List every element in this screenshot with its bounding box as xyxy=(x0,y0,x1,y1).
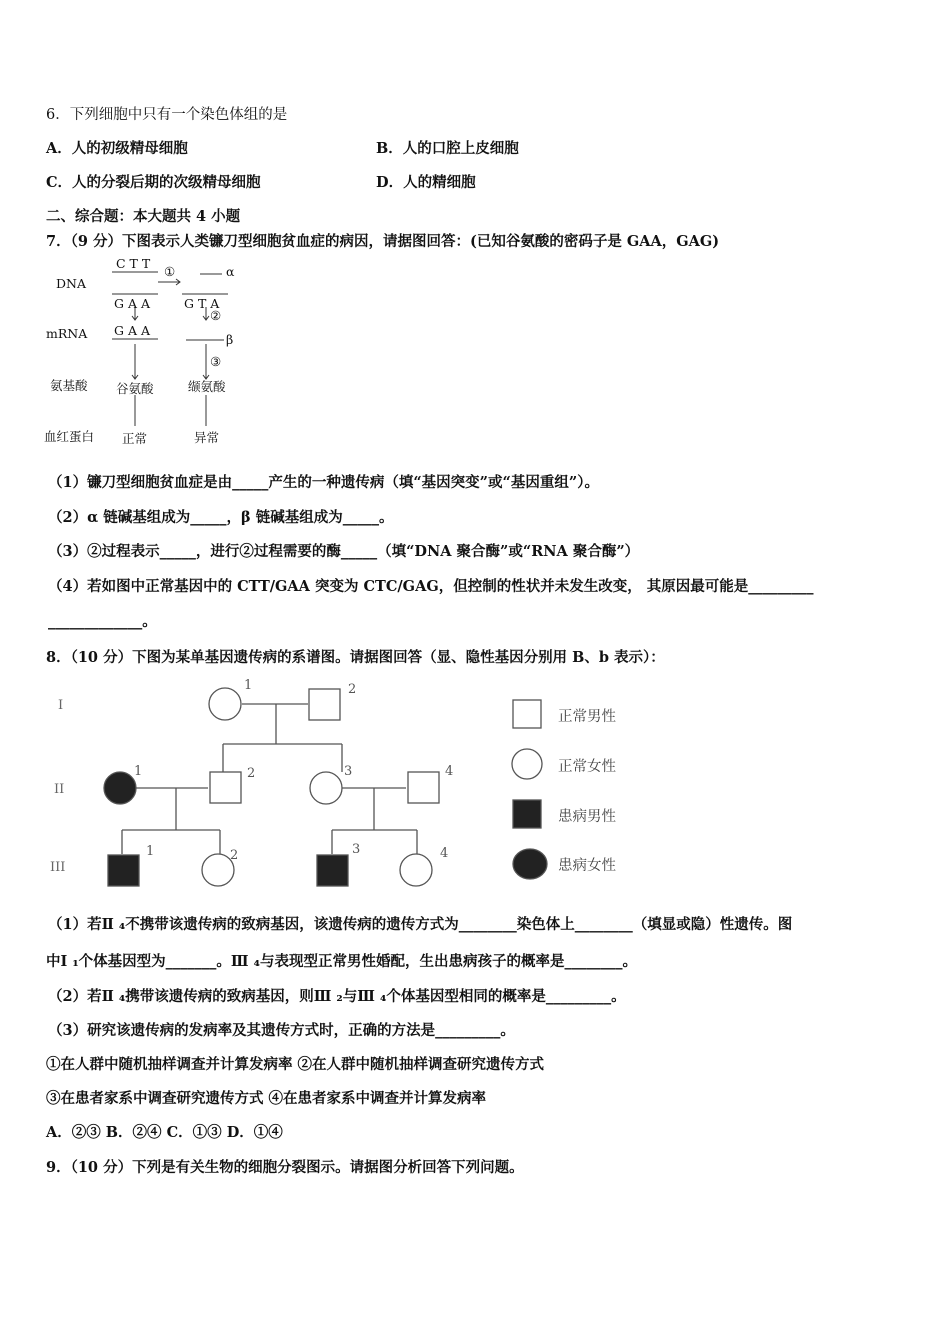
q8-sub2: （2）若Ⅱ ₄携带该遗传病的致病基因，则Ⅲ ₂与Ⅲ ₄个体基因型相同的概率是_________。 xyxy=(48,988,626,1005)
q8-options-1-2: ①在人群中随机抽样调查并计算发病率 ②在人群中随机抽样调查研究遗传方式 xyxy=(46,1056,545,1073)
codon-gta: G T A xyxy=(184,296,220,311)
step-2-marker: ② xyxy=(210,308,222,323)
abnormal-label: 异常 xyxy=(194,430,220,445)
q8-options-3-4: ③在患者家系中调查研究遗传方式 ④在患者家系中调查并计算发病率 xyxy=(46,1090,487,1107)
normal-label: 正常 xyxy=(122,431,148,446)
legend-affected-female-symbol xyxy=(513,849,547,879)
pedigree-chart xyxy=(40,672,920,902)
num-I1: 1 xyxy=(244,678,253,693)
legend-affected-male-symbol xyxy=(513,800,541,828)
num-II4: 4 xyxy=(445,764,454,779)
q7-stem: 7．（9 分）下图表示人类镰刀型细胞贫血症的病因，请据图回答：(已知谷氨酸的密码子是 GAA，GAG) xyxy=(46,233,720,250)
legend-normal-male-symbol xyxy=(513,700,541,728)
legend-normal-female: 正常女性 xyxy=(558,759,616,775)
q7-sub4-cont: _____________。 xyxy=(48,613,157,630)
q6-option-a: A．人的初级精母细胞 xyxy=(46,140,188,157)
alpha-label: α xyxy=(226,264,235,279)
legend-affected-female: 患病女性 xyxy=(558,858,616,874)
num-I2: 2 xyxy=(348,682,357,697)
gen3-individual-1-affected-male xyxy=(108,855,139,886)
q8-choices: A．②③ B．②④ C．①③ D．①④ xyxy=(46,1124,283,1141)
gen3-individual-4-normal-female xyxy=(400,854,432,886)
val-label: 缬氨酸 xyxy=(188,379,226,394)
label-dna: DNA xyxy=(56,276,86,291)
q7-sub2: （2）α 链碱基组成为_____，β 链碱基组成为_____。 xyxy=(48,509,394,526)
num-II3: 3 xyxy=(344,764,353,779)
gen-label-2: II xyxy=(54,782,65,797)
gen2-individual-3-normal-female xyxy=(310,772,342,804)
gen1-individual-1-normal-female xyxy=(209,688,241,720)
legend-normal-female-symbol xyxy=(512,749,542,779)
gen2-individual-4-normal-male xyxy=(408,772,439,803)
q8-stem: 8．（10 分）下图为某单基因遗传病的系谱图。请据图回答（显、隐性基因分别用 B、b 表示）： xyxy=(46,649,665,666)
label-amino-acid: 氨基酸 xyxy=(50,378,88,393)
gen3-individual-3-affected-male xyxy=(317,855,348,886)
codon-ctt: C T T xyxy=(116,256,151,271)
q7-sub4: （4）若如图中正常基因中的 CTT/GAA 突变为 CTC/GAG，但控制的性状并未发生改变， 其原因最可能是_________ xyxy=(48,578,814,595)
num-III3: 3 xyxy=(352,842,361,857)
num-II2: 2 xyxy=(247,766,256,781)
gen-label-3: III xyxy=(50,860,66,875)
pedigree-lines xyxy=(40,672,920,902)
step-1-marker: ① xyxy=(164,264,176,279)
q6-option-b: B．人的口腔上皮细胞 xyxy=(376,140,519,157)
mrna-gaa: G A A xyxy=(114,323,150,338)
codon-gaa: G A A xyxy=(114,296,150,311)
label-mrna: mRNA xyxy=(46,326,88,341)
q6-option-d: D．人的精细胞 xyxy=(376,174,476,191)
beta-label: β xyxy=(226,332,234,347)
q8-sub1: （1）若Ⅱ ₄不携带该遗传病的致病基因，该遗传病的遗传方式为________染色体上________（填显或隐）性遗传。图 xyxy=(48,916,793,933)
q7-sub1: （1）镰刀型细胞贫血症是由_____产生的一种遗传病（填“基因突变”或“基因重组”）。 xyxy=(48,474,599,491)
q6-option-c: C．人的分裂后期的次级精母细胞 xyxy=(46,174,261,191)
num-III4: 4 xyxy=(440,846,449,861)
step-3-marker: ③ xyxy=(210,354,222,369)
q8-sub1-cont: 中Ⅰ ₁个体基因型为_______。Ⅲ ₄与表现型正常男性婚配，生出患病孩子的概率是________。 xyxy=(46,953,637,970)
label-hemoglobin: 血红蛋白 xyxy=(44,429,95,444)
dna-diagram xyxy=(40,252,300,452)
q7-sub3: （3）②过程表示_____，进行②过程需要的酶_____（填“DNA 聚合酶”或“RNA 聚合酶”） xyxy=(48,543,640,560)
num-III2: 2 xyxy=(230,848,239,863)
num-II1: 1 xyxy=(134,764,143,779)
num-III1: 1 xyxy=(146,844,155,859)
gen-label-1: I xyxy=(58,698,64,713)
gen1-individual-2-normal-male xyxy=(309,689,340,720)
section-heading: 二、综合题：本大题共 4 小题 xyxy=(46,208,241,225)
q8-sub3: （3）研究该遗传病的发病率及其遗传方式时，正确的方法是_________。 xyxy=(48,1022,515,1039)
gen2-individual-2-normal-male xyxy=(210,772,241,803)
legend-normal-male: 正常男性 xyxy=(558,709,616,725)
gen2-individual-1-affected-female xyxy=(104,772,136,804)
q6-stem: 6．下列细胞中只有一个染色体组的是 xyxy=(46,107,288,123)
legend-affected-male: 患病男性 xyxy=(558,809,616,825)
glu-label: 谷氨酸 xyxy=(116,381,154,396)
q9-stem: 9．（10 分）下列是有关生物的细胞分裂图示。请据图分析回答下列问题。 xyxy=(46,1159,524,1176)
